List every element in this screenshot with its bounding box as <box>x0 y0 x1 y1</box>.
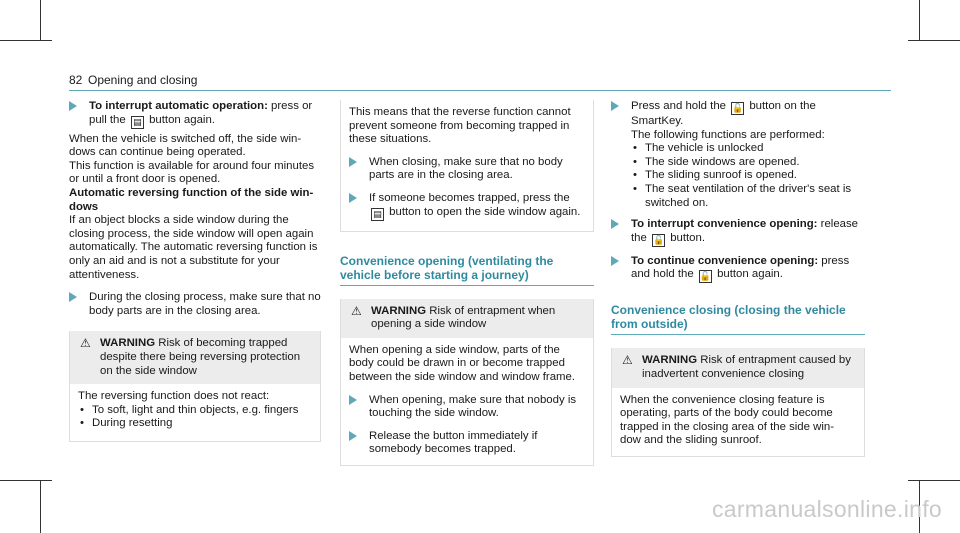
warning-title: Risk of becoming trapped despite there being reversing protection on the side window <box>100 337 301 377</box>
warning-body <box>612 388 864 456</box>
step-arrow-icon <box>349 395 357 405</box>
step-arrow-icon <box>349 157 357 167</box>
step-text: Release the button immediately if somebody becomes trapped. <box>369 429 538 456</box>
step-label: To interrupt automatic operation: <box>89 100 268 112</box>
warning-header <box>70 331 320 384</box>
warning-text: When the convenience closing feature is operating, parts of the body could become trapped in the closing area of the side win- dow and the sliding sunroof. <box>620 393 835 447</box>
step-arrow-icon <box>69 292 77 302</box>
step-arrow-icon <box>69 101 77 111</box>
instruction-step <box>69 100 321 129</box>
warning-box <box>611 348 865 457</box>
step-text: button again. <box>717 268 783 281</box>
instruction-step <box>611 218 865 247</box>
step-text: If someone becomes trapped, press the <box>369 191 570 204</box>
list-item: • The side windows are opened. <box>631 156 865 170</box>
warning-body <box>70 384 320 439</box>
crop-mark <box>0 480 52 481</box>
paragraph: This function is available for around four minutes or until a front door is opened. <box>69 159 315 186</box>
list-item: • The seat ventilation of the driver's seat is switched on. <box>631 183 865 210</box>
window-switch-icon: ▤ <box>131 116 144 129</box>
list-item: • During resetting <box>78 417 312 431</box>
step-label: To interrupt convenience opening: <box>631 218 818 231</box>
list-item: • The sliding sunroof is opened. <box>631 169 865 183</box>
instruction-step <box>69 291 321 318</box>
warning-triangle-icon: ⚠ <box>351 303 362 318</box>
paragraph: When the vehicle is switched off, the side win- dows can continue being operated. <box>69 132 302 159</box>
list-item: • To soft, light and thin objects, e.g. fingers <box>78 404 312 418</box>
column-2 <box>340 100 594 466</box>
column-1 <box>69 100 321 442</box>
warning-text: This means that the reverse function cannot prevent someone from becoming trapped in these situations. <box>349 106 571 146</box>
section-heading: Automatic reversing function of the side win- dows <box>69 186 314 213</box>
warning-header <box>612 348 864 387</box>
instruction-step <box>349 156 585 183</box>
step-text: The following functions are performed: <box>631 128 825 141</box>
instruction-step <box>349 394 585 421</box>
step-text: press and hold the <box>631 254 850 281</box>
page-title: Opening and closing <box>88 73 198 87</box>
step-text: press or pull the <box>89 100 313 126</box>
warning-triangle-icon: ⚠ <box>622 353 633 368</box>
step-text: When opening, make sure that nobody is touching the side window. <box>369 393 577 420</box>
warning-text: When opening a side window, parts of the body could be drawn in or become trapped between the side window and window frame. <box>349 343 576 383</box>
crop-mark <box>40 0 41 40</box>
step-arrow-icon <box>611 219 619 229</box>
step-text: Press and hold the <box>631 100 726 112</box>
warning-label: WARNING <box>642 354 698 367</box>
warning-header <box>341 299 593 338</box>
warning-label: WARNING <box>371 304 427 317</box>
header-rule <box>69 90 891 91</box>
watermark: carmanualsonline.info <box>711 496 942 522</box>
crop-mark <box>0 40 52 41</box>
warning-body <box>341 338 593 465</box>
step-text: button to open the side window again. <box>389 205 581 218</box>
section-title: Convenience opening (ventilating the vehicle before starting a journey) <box>340 254 594 286</box>
step-text: release the <box>631 218 859 244</box>
step-arrow-icon <box>349 431 357 441</box>
list-item: • The vehicle is unlocked <box>631 142 865 156</box>
instruction-step <box>611 255 865 284</box>
warning-box-continued <box>340 100 594 232</box>
crop-mark <box>919 0 920 40</box>
instruction-step <box>349 192 585 221</box>
section-title: Convenience closing (closing the vehicle from outside) <box>611 303 865 335</box>
instruction-step <box>349 430 585 457</box>
step-arrow-icon <box>349 193 357 203</box>
warning-label: WARNING <box>100 337 156 350</box>
paragraph: If an object blocks a side window during the closing process, the side window will open again automatically. The automatic reversing function is only an aid and is not a substitute for your attentiveness. <box>69 214 318 281</box>
instruction-step <box>611 100 865 210</box>
warning-title: Risk of entrapment caused by inadvertent convenience closing <box>642 354 851 380</box>
key-unlock-icon: 🔓 <box>653 234 665 245</box>
warning-box <box>69 331 321 442</box>
step-text: During the closing process, make sure that no body parts are in the closing area. <box>89 291 321 317</box>
page-number: 82 <box>69 73 83 87</box>
step-text: button. <box>670 231 706 244</box>
warning-title: Risk of entrapment when opening a side window <box>371 304 556 331</box>
step-text: button again. <box>149 113 215 126</box>
warning-triangle-icon: ⚠ <box>80 336 91 351</box>
window-switch-icon: ▤ <box>371 208 384 221</box>
step-label: To continue convenience opening: <box>631 254 819 267</box>
step-arrow-icon <box>611 101 619 111</box>
crop-mark <box>908 40 960 41</box>
crop-mark <box>908 480 960 481</box>
crop-mark <box>40 480 41 533</box>
step-arrow-icon <box>611 256 619 266</box>
key-unlock-icon: 🔓 <box>732 103 744 113</box>
key-unlock-icon: 🔓 <box>699 271 712 282</box>
column-3 <box>611 100 865 457</box>
step-text: button on the SmartKey. <box>631 100 816 127</box>
step-text: When closing, make sure that no body parts are in the closing area. <box>369 155 563 182</box>
warning-text: The reversing function does not react: <box>78 390 270 403</box>
warning-box <box>340 299 594 466</box>
